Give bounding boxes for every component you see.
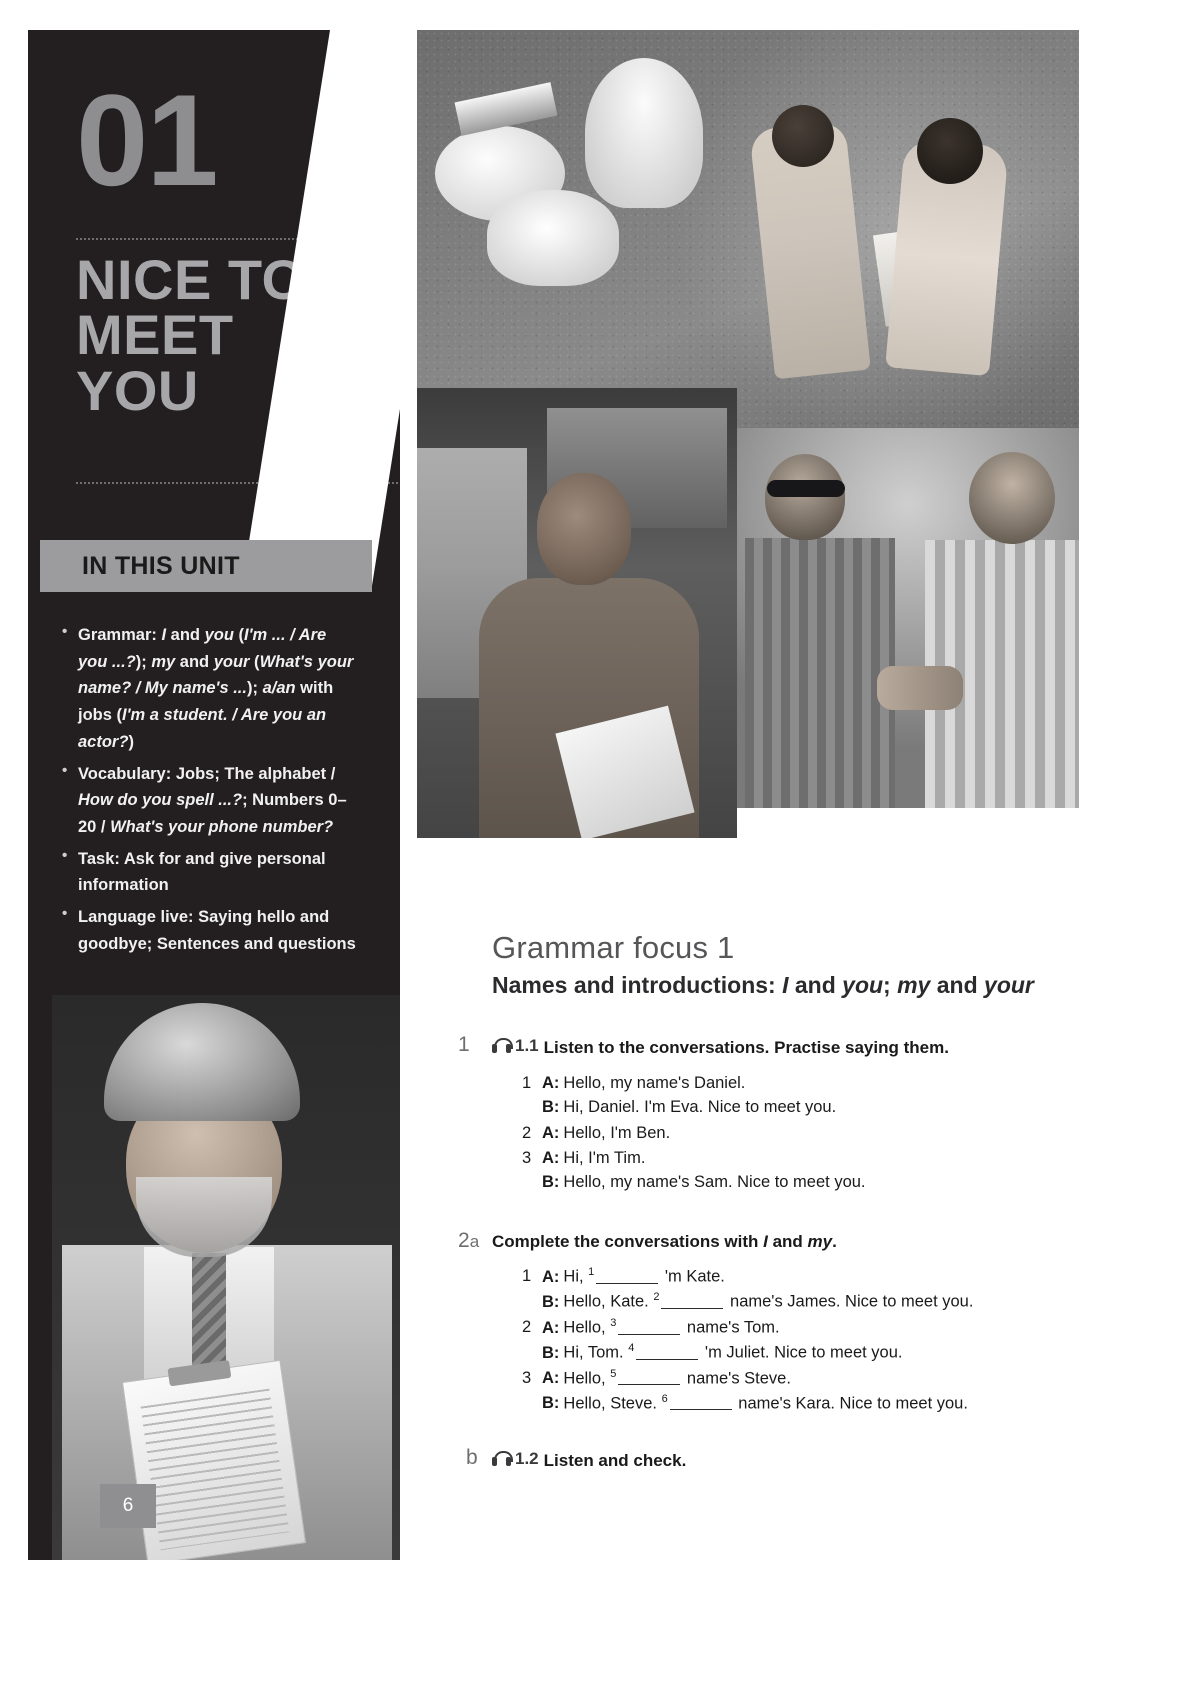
man-on-bus-photo <box>417 388 737 838</box>
construction-worker-photo <box>52 995 400 1560</box>
exercise-2-number: 2a <box>458 1228 480 1252</box>
exercise-1-conversations <box>492 1071 1092 1195</box>
audio-track-icon[interactable] <box>492 1033 539 1059</box>
section-subtitle: Names and introductions: I and you; my and your <box>492 972 1034 998</box>
page-number: 6 <box>100 1484 156 1528</box>
exercise-2a-instruction: Complete the conversations with I and my. <box>492 1231 837 1251</box>
headphones-icon <box>492 1038 511 1053</box>
unit-title-line-1: NICE TO <box>76 248 306 311</box>
exercise-2a <box>458 1228 1092 1416</box>
list-item: 2 A: Hello, I'm Ben. <box>522 1123 671 1142</box>
audio-track-number: 1.1 <box>515 1036 539 1055</box>
exercise-1-instruction <box>492 1033 1092 1061</box>
unit-title-line-2: MEET <box>76 303 234 367</box>
exercise-1 <box>458 1033 1092 1195</box>
exercise-1-number: 1 <box>458 1033 470 1056</box>
divider-top <box>76 238 400 240</box>
answer-blank[interactable] <box>670 1409 732 1410</box>
unit-contents-list <box>62 622 362 963</box>
answer-blank[interactable] <box>618 1384 680 1385</box>
answer-blank[interactable] <box>596 1283 658 1284</box>
list-item: 3 A: Hi, I'm Tim. B: Hello, my name's Sam. Nice to meet you. <box>522 1148 866 1192</box>
exercise-2b <box>466 1445 1092 1474</box>
exercise-1-instruction-text: Listen to the conversations. Practise saying them. <box>543 1038 949 1058</box>
exercise-2a-conversations <box>492 1264 1092 1415</box>
street-handshake-photo <box>737 428 1079 808</box>
list-item: • Language live: Saying hello and goodbye; Sentences and questions <box>62 904 362 957</box>
list-item: • Task: Ask for and give personal information <box>62 846 362 899</box>
handshake-outdoor-photo <box>417 30 1079 450</box>
list-item: • Vocabulary: Jobs; The alphabet / How do you spell ...?; Numbers 0–20 / What's your phone number? <box>62 761 362 841</box>
list-item: • Grammar: I and you (I'm ... / Are you ...?); my and your (What's your name? / My name's ...); a/an with jobs (I'm a student. / Are you an actor?) <box>62 622 362 756</box>
unit-title <box>76 248 396 422</box>
headphones-icon <box>492 1451 511 1466</box>
exercise-2b-instruction-text: Listen and check. <box>543 1450 687 1470</box>
audio-track-number: 1.2 <box>515 1448 539 1468</box>
unit-number: 01 <box>76 67 217 213</box>
section-title: Grammar focus 1 <box>492 930 735 965</box>
in-this-unit-bar <box>40 540 372 592</box>
answer-blank[interactable] <box>661 1308 723 1309</box>
in-this-unit-heading: IN THIS UNIT <box>82 551 240 580</box>
grammar-focus-section <box>458 930 1092 1499</box>
answer-blank[interactable] <box>618 1334 680 1335</box>
list-item: 2 A: Hello, $^3$ name's Tom. B: Hi, Tom. $^4$ 'm Juliet. Nice to meet you. <box>522 1317 903 1362</box>
answer-blank[interactable] <box>636 1359 698 1360</box>
unit-title-line-3: YOU <box>76 358 199 422</box>
list-item: 1 A: Hello, my name's Daniel. B: Hi, Daniel. I'm Eva. Nice to meet you. <box>522 1073 837 1117</box>
exercise-2b-letter: b <box>466 1445 478 1469</box>
list-item: 3 A: Hello, $^5$ name's Steve. B: Hello, Steve. $^6$ name's Kara. Nice to meet you. <box>522 1367 968 1413</box>
list-item: 1 A: Hi, $^1$ 'm Kate. B: Hello, Kate. $^2$ name's James. Nice to meet you. <box>522 1266 974 1311</box>
audio-track-icon[interactable] <box>492 1446 539 1472</box>
divider-bottom <box>76 482 400 484</box>
exercise-2b-instruction <box>492 1446 1092 1474</box>
